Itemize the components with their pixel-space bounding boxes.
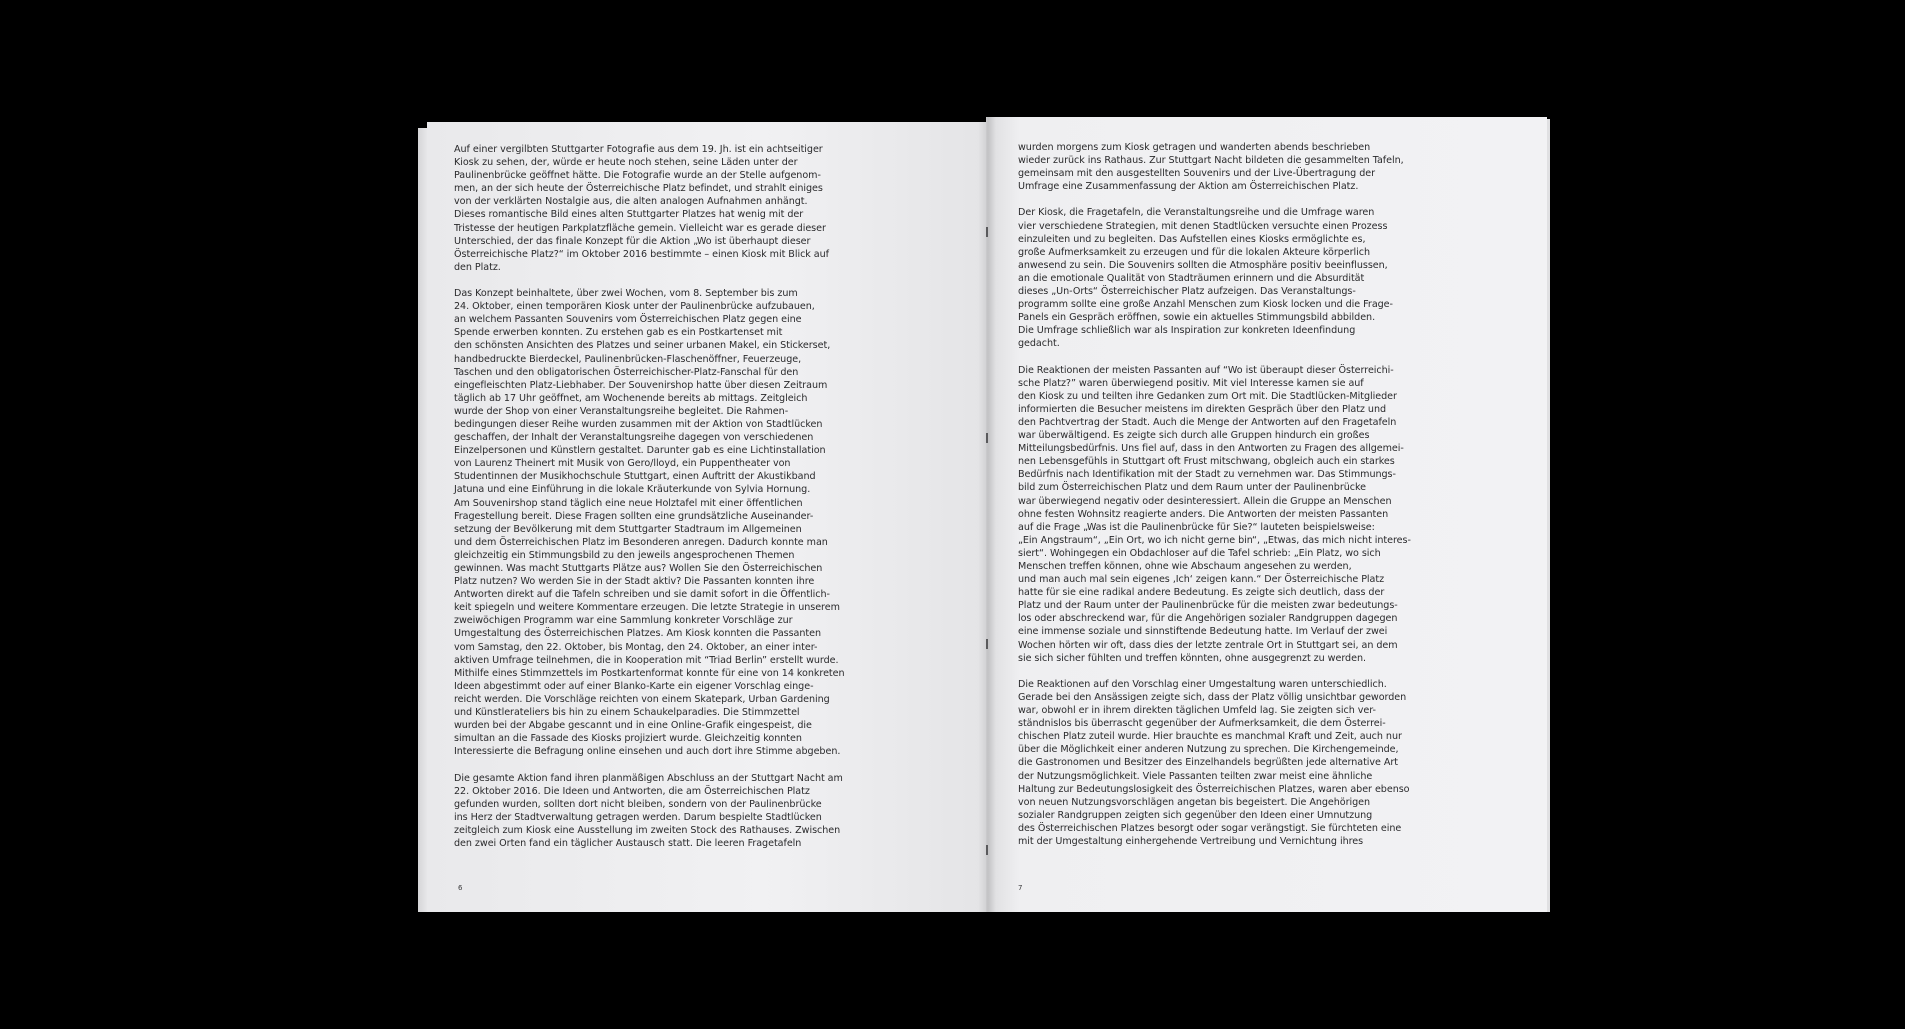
text-line: 22. Oktober 2016. Die Ideen und Antworten, die am Österreichischen Platz [454,785,810,797]
text-line: men, an der sich heute der Österreichische Platz befindet, und strahlt einiges [454,183,823,195]
text-line: los oder abschreckend war, für die Angehörigen sozialer Randgruppen dagegen [1018,613,1398,625]
text-line: wurden morgens zum Kiosk getragen und wanderten abends beschrieben [1018,142,1371,153]
text-line: eingefleischten Platz-Liebhaber. Der Souvenirshop hatte über diesen Zeitraum [454,379,828,391]
text-line: Paulinenbrücke geöffnet hätte. Die Fotografie wurde an der Stelle aufgenom- [454,170,821,182]
text-line: Panels ein Gespräch eröffnen, sowie ein aktuelles Stimmungsbild abbilden. [1018,312,1376,324]
text-line: Antworten direkt auf die Tafeln schreiben und sie damit sofort in die Öffentlich- [454,589,830,601]
right-page-number: 7 [1018,884,1023,892]
text-line: Der Kiosk, die Fragetafeln, die Veranstaltungsreihe und die Umfrage waren [1018,207,1375,219]
text-line: ständnislos bis überrascht gegenüber der Aufmerksamkeit, die dem Österrei- [1018,718,1386,730]
text-line: einzuleiten und zu begleiten. Das Aufstellen eines Kiosks ermöglichte es, [1018,233,1366,245]
text-line: Bedürfnis nach Identifikation mit der Stadt zu vernehmen war. Das Stimmungs- [1018,469,1396,481]
text-line: Die gesamte Aktion fand ihren planmäßigen Abschluss an der Stuttgart Nacht am [454,772,843,784]
text-line: Das Konzept beinhaltete, über zwei Wochen, vom 8. September bis zum [454,288,798,300]
text-line: 24. Oktober, einen temporären Kiosk unter der Paulinenbrücke aufzubauen, [454,301,815,313]
text-line: aktiven Umfrage teilnehmen, die in Kooperation mit “Triad Berlin” erstellt wurde. [454,654,839,666]
text-line: sie sich sicher fühlten und treffen könnten, ohne ausgegrenzt zu werden. [1018,652,1366,664]
paragraph [1018,678,1428,848]
text-line: Taschen und den obligatorischen Österreichischer-Platz-Fanschal für den [454,366,799,378]
binding-stitch [986,227,988,237]
text-line: des Österreichischen Platzes besorgt oder sogar verängstigt. Sie fürchteten eine [1018,822,1402,834]
text-line: nen Lebensgefühls in Stuttgart oft Frust mitschwang, obgleich auch ein starkes [1018,456,1395,468]
text-line: und Künstlerateliers bis hin zu einem Schaukelparadies. Die Stimmzettel [454,707,800,719]
text-line: die Gastronomen und Besitzer des Einzelhandels begrüßten jede alternative Art [1018,757,1399,769]
text-line: reicht werden. Die Vorschläge reichten von einem Skatepark, Urban Gardening [454,693,830,705]
text-line: ins Herz der Stadtverwaltung getragen werden. Darum bespielte Stadtlücken [454,811,822,823]
text-line: auf die Frage „Was ist die Paulinenbrücke für Sie?“ lauteten beispielsweise: [1018,521,1375,533]
text-line: Auf einer vergilbten Stuttgarter Fotografie aus dem 19. Jh. ist ein achtseitiger [454,144,823,155]
paragraph [454,287,854,758]
text-line: Umgestaltung des Österreichischen Platzes. Am Kiosk konnten die Passanten [454,628,822,640]
text-line: Platz und der Raum unter der Paulinenbrücke für die meisten zwar bedeutungs- [1018,600,1398,612]
text-line: und man auch mal sein eigenes ‚Ich‘ zeigen kann.“ Der Österreichische Platz [1018,574,1385,586]
left-page-number: 6 [458,884,463,892]
text-line: über die Möglichkeit einer anderen Nutzung zu sprechen. Die Kirchengemeinde, [1018,744,1399,756]
text-line: „Ein Angstraum“, „Ein Ort, wo ich nicht gerne bin“, „Etwas, das mich nicht interes- [1018,534,1411,546]
text-line: den Pachtvertrag der Stadt. Auch die Menge der Antworten auf den Fragetafeln [1018,416,1397,428]
text-line: eine immense soziale und sinnstiftende Bedeutung hatte. Im Verlauf der zwei [1018,626,1388,638]
left-page [427,122,988,912]
text-line: vier verschiedene Strategien, mit denen Stadtlücken versuchte einen Prozess [1018,220,1388,232]
right-page [986,117,1547,912]
text-line: täglich ab 17 Uhr geöffnet, am Wochenende bereits ab mittags. Zeitgleich [454,392,808,404]
paragraph [1018,364,1428,665]
text-line: war, obwohl er in ihrem direkten täglichen Umfeld lag. Sie zeigten sich ver- [1018,705,1376,717]
text-line: wurden bei der Abgabe gescannt und in eine Online-Grafik eingespeist, die [454,720,812,732]
text-line: simultan an die Fassade des Kiosks projiziert wurde. Gleichzeitig konnten [454,733,802,745]
text-line: Die Reaktionen der meisten Passanten auf “Wo ist überaupt dieser Österreichi- [1018,364,1394,376]
text-line: geschaffen, der Inhalt der Veranstaltungsreihe dagegen von verschiedenen [454,432,814,444]
binding-stitch [986,845,988,855]
text-line: sche Platz?” waren überwiegend positiv. Mit viel Interesse kamen sie auf [1018,377,1364,389]
text-line: programm sollte eine große Anzahl Menschen zum Kiosk locken und die Frage- [1018,299,1393,311]
text-line: wurde der Shop von einer Veranstaltungsreihe begleitet. Die Rahmen- [454,405,789,417]
text-line: gemeinsam mit den ausgestellten Souvenirs und der Live-Übertragung der [1018,168,1376,180]
binding-stitch [986,433,988,443]
text-line: gleichzeitig ein Stimmungsbild zu den jeweils angesprochenen Themen [454,549,795,561]
text-line: Mithilfe eines Stimmzettels im Postkartenformat konnte für eine von 14 konkreten [454,667,845,679]
text-line: Am Souvenirshop stand täglich eine neue Holztafel mit einer öffentlichen [454,497,803,509]
text-line: Unterschied, der das finale Konzept für die Aktion „Wo ist überhaupt dieser [454,235,811,247]
text-line: ohne festen Wohnsitz reagierte anders. Die Antworten der meisten Passanten [1018,508,1389,520]
text-line: Mitteilungsbedürfnis. Uns fiel auf, dass in den Antworten zu Fragen des allgemei- [1018,443,1404,455]
text-line: hatte für sie eine radikal andere Bedeutung. Es zeigte sich deutlich, dass der [1018,587,1385,599]
text-line: war überwiegend negativ oder desinteressiert. Allein die Gruppe an Menschen [1018,495,1392,507]
left-text-column [454,143,854,863]
text-line: Gerade bei den Ansässigen zeigte sich, dass der Platz völlig unsichtbar geworden [1018,691,1407,703]
text-line: keit spiegeln und weitere Kommentare erzeugen. Die letzte Strategie in unserem [454,602,840,614]
text-line: Menschen treffen können, ohne wie Abschaum angesehen zu werden, [1018,561,1352,572]
text-line: dieses „Un-Orts“ Österreichischer Platz aufzeigen. Das Veranstaltungs- [1018,286,1356,298]
text-line: chischen Platz zuteil wurde. Hier brauchte es manchmal Kraft und Zeit, auch nur [1018,731,1402,743]
text-line: gefunden wurden, sollten dort nicht bleiben, sondern von der Paulinenbrücke [454,798,822,810]
text-line: Haltung zur Bedeutungslosigkeit des Österreichischen Platzes, waren aber ebenso [1018,783,1410,795]
text-line: mit der Umgestaltung einhergehende Vertreibung und Vernichtung ihres [1018,835,1364,847]
text-line: den zwei Orten fand ein täglicher Austausch statt. Die leeren Fragetafeln [454,837,802,849]
text-line: zweiwöchigen Programm war eine Sammlung konkreter Vorschläge zur [454,615,793,627]
text-line: Die Umfrage schließlich war als Inspiration zur konkreten Ideenfindung [1018,325,1356,337]
paragraph [454,772,854,851]
text-line: den Platz. [454,261,501,273]
text-line: Ideen abgestimmt oder auf einer Blanko-Karte ein eigener Vorschlag einge- [454,680,814,692]
text-line: an die emotionale Qualität von Stadträumen erinnern und die Absurdität [1018,272,1365,284]
text-line: Die Reaktionen auf den Vorschlag einer Umgestaltung waren unterschiedlich. [1018,678,1387,690]
text-line: von der verklärten Nostalgie aus, die alten analogen Aufnahmen anhängt. [454,196,808,208]
text-line: Umfrage eine Zusammenfassung der Aktion am Österreichischen Platz. [1018,181,1359,193]
text-line: wieder zurück ins Rathaus. Zur Stuttgart Nacht bildeten die gesammelten Tafeln, [1018,155,1404,167]
text-line: Studentinnen der Musikhochschule Stuttgart, einen Auftritt der Akustikband [454,471,816,483]
text-line: zeitgleich zum Kiosk eine Ausstellung im zweiten Stock des Rathauses. Zwischen [454,824,841,836]
text-line: Fragestellung bereit. Diese Fragen sollten eine grundsätzliche Auseinander- [454,510,814,522]
text-line: Platz nutzen? Wo werden Sie in der Stadt aktiv? Die Passanten konnten ihre [454,576,815,588]
text-line: Österreichische Platz?“ im Oktober 2016 bestimmte – einen Kiosk mit Blick auf [454,248,829,260]
text-line: Einzelpersonen und Künstlern gestaltet. Darunter gab es eine Lichtinstallation [454,445,826,457]
paragraph [1018,141,1428,193]
paragraph [454,143,854,274]
text-line: informierten die Besucher meistens im direkten Gespräch über den Platz und [1018,403,1387,415]
text-line: große Aufmerksamkeit zu erzeugen und für die lokalen Akteure körperlich [1018,246,1371,258]
text-line: Tristesse der heutigen Parkplatzfläche gemein. Vielleicht war es gerade dieser [454,222,826,234]
text-line: den Kiosk zu und teilten ihre Gedanken zum Ort mit. Die Stadtlücken-Mitglieder [1018,390,1397,402]
text-line: vom Samstag, den 22. Oktober, bis Montag, den 24. Oktober, an einer inter- [454,641,818,653]
text-line: bild zum Österreichischen Platz und dem Raum unter der Paulinenbrücke [1018,482,1367,494]
text-line: und dem Österreichischen Platz im Besonderen anregen. Dadurch konnte man [454,536,828,548]
text-line: den schönsten Ansichten des Platzes und seiner urbanen Makel, ein Stickerset, [454,340,831,352]
right-text-column [1018,141,1428,861]
text-line: an welchem Passanten Souvenirs vom Österreichischen Platz gegen eine [454,314,802,326]
text-line: von Laurenz Theinert mit Musik von Gero/lloyd, ein Puppentheater von [454,458,791,470]
text-line: Dieses romantische Bild eines alten Stuttgarter Platzes hat wenig mit der [454,209,804,221]
text-line: setzung der Bevölkerung mit dem Stuttgarter Stadtraum im Allgemeinen [454,523,802,535]
text-line: der Nutzungsmöglichkeit. Viele Passanten teilten zwar meist eine ähnliche [1018,770,1373,782]
text-line: Wochen hörten wir oft, dass dies der letzte zentrale Ort in Stuttgart sei, an dem [1018,639,1398,651]
text-line: gewinnen. Was macht Stuttgarts Plätze aus? Wollen Sie den Österreichischen [454,563,823,574]
text-line: Interessierte die Befragung online einsehen und auch dort ihre Stimme abgeben. [454,746,841,758]
text-line: siert“. Wohingegen ein Obdachloser auf die Tafel schrieb: „Ein Platz, wo sich [1018,547,1381,559]
text-line: war überwältigend. Es zeigte sich durch alle Gruppen hindurch ein großes [1018,430,1370,442]
text-line: von neuen Nutzungsvorschlägen angetan bis begeistert. Die Angehörigen [1018,796,1371,808]
text-line: Spende erwerben konnten. Zu erstehen gab es ein Postkartenset mit [454,327,783,339]
text-line: sozialer Randgruppen zeigten sich gegenüber den Ideen einer Umnutzung [1018,809,1373,821]
text-line: gedacht. [1018,338,1060,350]
text-line: handbedruckte Bierdeckel, Paulinenbrücken-Flaschenöffner, Feuerzeuge, [454,353,802,365]
paragraph [1018,206,1428,350]
text-line: bedingungen dieser Reihe wurden zusammen mit der Aktion von Stadtlücken [454,418,823,430]
binding-stitch [986,639,988,649]
text-line: anwesend zu sein. Die Souvenirs sollten die Atmosphäre positiv beeinflussen, [1018,259,1388,271]
text-line: Kiosk zu sehen, der, würde er heute noch stehen, seine Läden unter der [454,157,798,169]
text-line: Jatuna und eine Einführung in die lokale Kräuterkunde von Sylvia Hornung. [454,484,811,496]
